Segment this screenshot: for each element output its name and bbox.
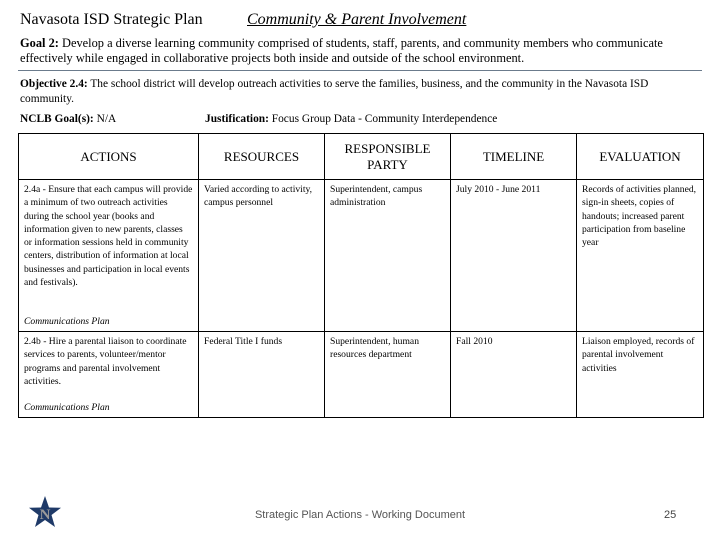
objective-statement [20,77,700,107]
action-plan-table [18,133,704,418]
page-number: 25 [664,509,677,521]
table-row [19,332,704,418]
responsible-party-cell: Superintendent, campus administration [325,180,451,332]
nclb-label: NCLB Goal(s): [20,113,94,125]
evaluation-cell: Records of activities planned, sign-in sheets, copies of handouts; increased parent participation from baseline year [577,180,704,332]
evaluation-cell: Liaison employed, records of parental involvement activities [577,332,704,418]
column-header-timeline: TIMELINE [451,134,577,180]
table-header-row [19,134,704,180]
action-note: Communications Plan [24,401,110,413]
responsible-party-cell: Superintendent, human resources department [325,332,451,418]
justification-value: Focus Group Data - Community Interdependence [271,113,498,125]
action-text: 2.4b - Hire a parental liaison to coordinate services to parents, volunteer/mentor programs and parental involvement activities. [24,336,187,387]
objective-label: Objective 2.4: [20,78,88,90]
nclb-goals [20,113,116,125]
action-cell [19,332,199,418]
goal-statement [20,36,700,66]
timeline-cell: Fall 2010 [451,332,577,418]
action-cell [19,180,199,332]
section-subtitle: Community & Parent Involvement [247,11,467,28]
svg-text:N: N [39,507,51,523]
column-header-responsible-party: RESPONSIBLE PARTY [325,134,451,180]
goal-text: Develop a diverse learning community comprised of students, staff, parents, and community members who communicate effectively while engaged in collaborative projects both inside and outside of the school environment. [20,36,663,65]
action-text: 2.4a - Ensure that each campus will provide a minimum of two outreach activities during the school year (books and information given to new parents, classes or information sessions held in community centers, distribution of information at local businesses and participation in local events and festivals). [24,184,193,289]
resources-cell: Federal Title I funds [199,332,325,418]
resources-cell: Varied according to activity, campus personnel [199,180,325,332]
column-header-actions: ACTIONS [19,134,199,180]
header-divider [18,70,702,71]
action-note: Communications Plan [24,315,110,327]
column-header-resources: RESOURCES [199,134,325,180]
objective-text: The school district will develop outreach activities to serve the families, business, and the community in the Navasota ISD community. [20,78,649,105]
justification-label: Justification: [205,113,269,125]
goal-label: Goal 2: [20,36,59,50]
column-header-evaluation: EVALUATION [577,134,704,180]
nclb-value: N/A [96,113,117,125]
justification [205,113,497,125]
table-row [19,180,704,332]
document-title: Navasota ISD Strategic Plan [20,11,203,28]
timeline-cell: July 2010 - June 2011 [451,180,577,332]
footer-text: Strategic Plan Actions - Working Document [254,509,466,521]
